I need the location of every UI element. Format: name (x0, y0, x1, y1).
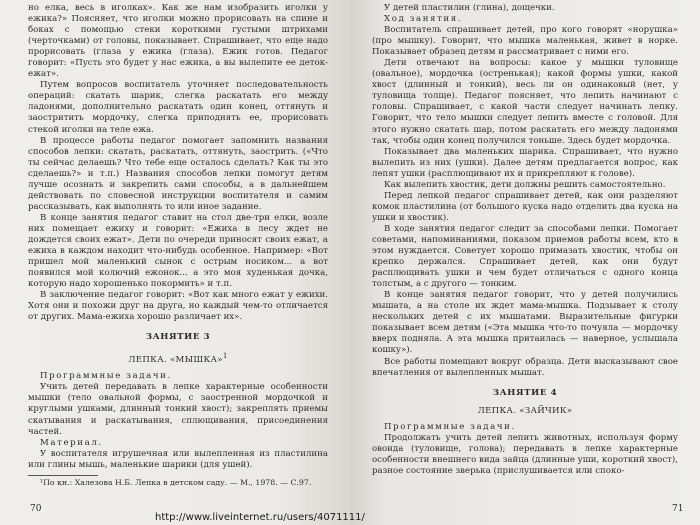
program-tasks-label: Программные задачи. (384, 421, 516, 432)
lesson-title: ЛЕПКА. «МЫШКА» (128, 355, 223, 366)
footnote-mark: 1 (222, 351, 228, 361)
page-number: 70 (30, 504, 42, 514)
footnote-divider (28, 475, 98, 476)
paragraph: В процессе работы педагог помогает запомнить названия способов лепки: скатать, раскатать, оттянуть, заострить. («Что ты сейчас делаешь? Что тебе еще осталось сделать? Как ты это сделаешь?» и т.п.) Названия способов лепки помогут детям лучше осознать и закрепить сами способы, а в дальнейшем действовать по словесной инструкции воспитателя и самим рассказывать, как выполнять то или иное задание. (28, 135, 328, 212)
paragraph: но елка, весь в иголках». Как же нам изобразить иголки у ежика?» Поясняет, что иголки можно прорисовать на спине и боках с помощью стеки короткими густыми штрихами (черточками) от головы, показывает. Спрашивает, что еще надо прорисовать (глаза у ежика (глаза). Ежик готов. Педагог говорит: «Пусть это будет у нас ежика, а вы вылепите ее деток-ежат». (28, 3, 328, 80)
right-page-text (372, 3, 678, 477)
lesson-flow-label: Ход занятия. (384, 14, 463, 25)
paragraph: Дети отвечают на вопросы: какое у мышки туловище (овальное), мордочка (остренькая); какой формы ушки, какой хвост (длинный и тонкий), весь ли он одинаковый (нет, у туловища толще). Педагог поясняет, что лепить начинают с головы. Спрашивает, с какой части следует начинать лепку. Говорит, что тело мышки следует лепить вместе с головой. Для этого нужно скатать шар, потом раскатать его между ладонями так, чтобы один конец получился тоньше. Здесь будет мордочка. (372, 58, 678, 146)
program-tasks-label: Программные задачи. (40, 371, 172, 382)
paragraph: В конце занятия педагог говорит, что у детей получились мышата, а на столе их ждет мама-мышка. Подзывает к столу нескольких детей с их мышатами. Выразительные фигурки показывает всем детям («Эта мышка что-то почуяла — мордочку вверх подняла. А эта мышка притаилась — наверное, услышала кошку»). (372, 290, 678, 356)
paragraph: В конце занятия педагог ставит на стол две-три елки, возле них помещает ежиху и говорит: «Ежиха в лесу ждет не дождется своих ежат». Дети по очереди приносят своих ежат, а ежиха в каждом находит что-нибудь особенное. Например: «Вот пришел мой маленький сынок с острым носиком... а вот появился мой колючий ежонок... а это моя худенькая дочка, которую надо хорошенько покормить» и т.п. (28, 212, 328, 290)
paragraph: Путем вопросов воспитатель уточняет последовательность операций: скатать шарик, слегка раскатать его между ладонями, дополнительно раскатать один конец, оттянуть и заостритить мордочку, слегка приподнять ее, прорисовать стекой иголки на теле ежа. (28, 80, 328, 135)
paragraph: Все работы помещают вокруг образца. Дети высказывают свое впечатления от вылепленных мышат. (372, 356, 678, 378)
right-page (350, 0, 700, 525)
paragraph: В заключение педагог говорит: «Вот как много ежат у ежихи. Хотя они и похожи друг на друга, но каждый чем-то отличается от других. Мама-ежиха хорошо различает их». (28, 290, 328, 323)
material-text: У воспитателя игрушечная или вылепленная из пластилина или глины мышь, маленькие шарики (для ушей). (28, 448, 328, 470)
paragraph: Воспитатель спрашивает детей, про кого говорят «норушка» (про мышку). Говорит, что мышка маленькая, живет в норке. Показывает образец детям и рассматривает с ними его. (372, 25, 678, 58)
intro-line: У детей пластилин (глина), дощечки. (384, 3, 555, 13)
left-page-text (28, 3, 328, 488)
lesson-heading: ЗАНЯТИЕ 3 (145, 332, 211, 343)
paragraph: Как вылепить хвостик, дети должны решить самостоятельно. (384, 179, 666, 190)
page-number: 71 (672, 504, 684, 514)
paragraph: В ходе занятия педагог следит за способами лепки. Помогает советами, напоминаниями, показом приемов работы всем, кто в этом нуждается. Советует хорошо примазать хвостик, чтобы он крепко держался. Спрашивает детей, как они будут расплющивать ушки и чем будет отличаться с одного конца толстым, а с другого — тонким. (372, 223, 678, 290)
paragraph: Перед лепкой педагог спрашивает детей, как они разделяют комок пластилина (от большого куска надо отделить два куска на ушки и хвостик). (372, 190, 678, 223)
lesson-subheading: ЛЕПКА. «ЗАЙЧИК» (477, 405, 573, 416)
program-tasks-text: Продолжать учить детей лепить животных, используя форму овоида (туловище, голова); передавать в лепке характерные особенности внешнего вида зайца (длинные уши, короткий хвост), разное состояние зверька (прислушивается или споко- (372, 432, 678, 476)
watermark-url: http://www.liveinternet.ru/users/4071111/ (155, 512, 365, 523)
program-tasks-text: Учить детей передавать в лепке характерные особенности мышки (тело овальной формы, с заостренной мордочкой и круглыми ушками, длинный тонкий хвост); закреплять приемы скатывания и раскатывания, сплющивания, присоединения частей. (28, 382, 328, 437)
lesson-subheading (28, 350, 328, 366)
lesson-heading: ЗАНЯТИЕ 4 (492, 387, 558, 398)
material-label: Материал. (40, 437, 103, 448)
paragraph: Показывает два маленьких шарика. Спрашивает, что нужно вылепить из них (ушки). Далее детям предлагается вопрос, как лепят ушки (расплющивают их и прикрепляют к голове). (372, 146, 678, 179)
footnote: ¹По кн.: Халезова Н.Б. Лепка в детском саду. — М., 1978. — С.97. (40, 477, 312, 487)
